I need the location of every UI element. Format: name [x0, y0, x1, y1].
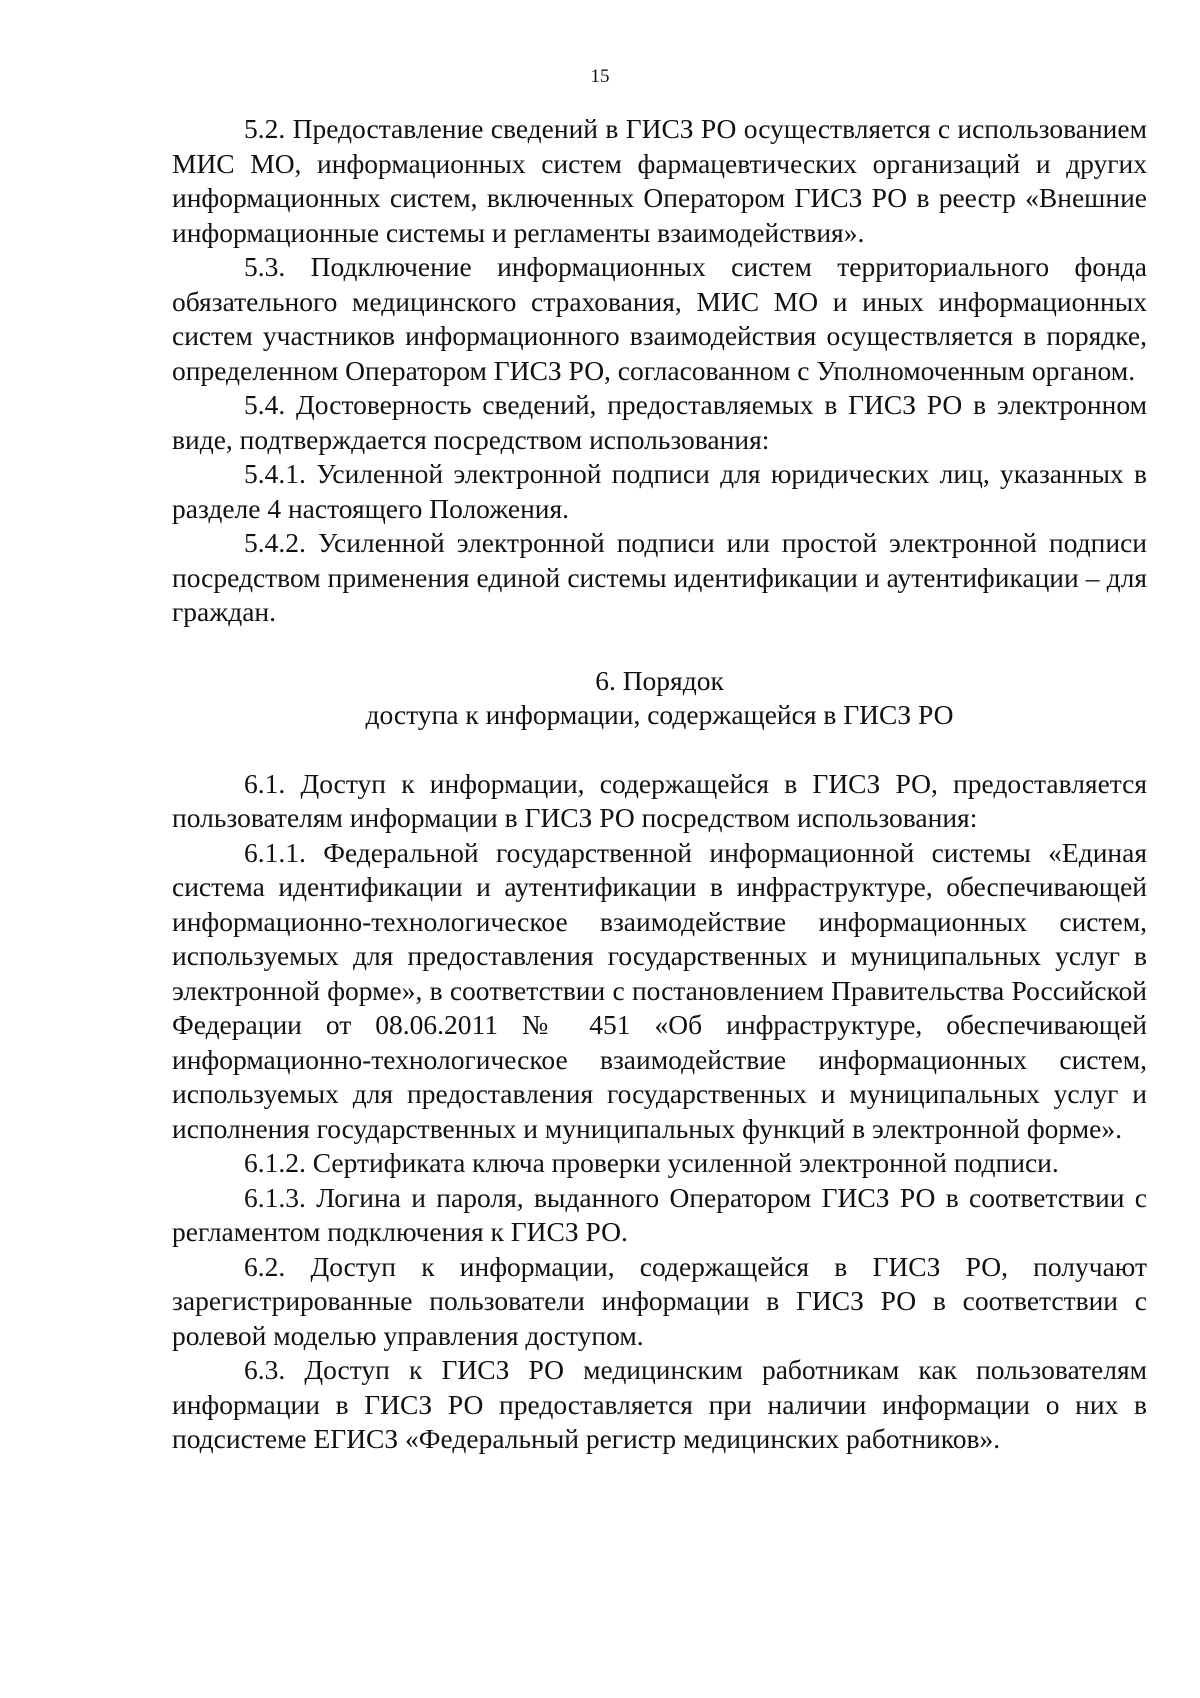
paragraph-6-1-3: 6.1.3. Логина и пароля, выданного Оператором ГИСЗ РО в соответствии с регламентом подключения к ГИСЗ РО. [172, 1181, 1147, 1247]
paragraph-5-4-2: 5.4.2. Усиленной электронной подписи или простой электронной подписи посредством применения единой системы идентификации и аутентификации – для граждан. [172, 527, 1147, 627]
page-number: 15 [590, 66, 610, 87]
section-6-heading [172, 664, 1147, 733]
paragraph-5-2: 5.2. Предоставление сведений в ГИСЗ РО осуществляется с использованием МИС МО, информационных систем фармацевтических организаций и других информационных систем, включенных Оператором ГИСЗ РО в реестр «Внешние информационные системы и регламенты взаимодействия». [172, 113, 1147, 248]
paragraph-6-1: 6.1. Доступ к информации, содержащейся в ГИСЗ РО, предоставляется пользователям информации в ГИСЗ РО посредством использования: [172, 767, 1147, 833]
paragraph-5-4: 5.4. Достоверность сведений, предоставляемых в ГИСЗ РО в электронном виде, подтверждается посредством использования: [172, 389, 1147, 455]
paragraph-5-3: 5.3. Подключение информационных систем территориального фонда обязательного медицинского страхования, МИС МО и иных информационных систем участников информационного взаимодействия осуществляется в порядке, определенном Оператором ГИСЗ РО, согласованном с Уполномоченным органом. [172, 251, 1147, 386]
section-6-heading-number: 6. Порядок [595, 664, 724, 696]
section-6-heading-title: доступа к информации, содержащейся в ГИСЗ РО [365, 699, 954, 730]
document-body [172, 112, 1147, 1457]
paragraph-6-3: 6.3. Доступ к ГИСЗ РО медицинским работникам как пользователям информации в ГИСЗ РО предоставляется при наличии информации о них в подсистеме ЕГИСЗ «Федеральный регистр медицинских работников». [172, 1354, 1147, 1454]
paragraph-5-4-1: 5.4.1. Усиленной электронной подписи для юридических лиц, указанных в разделе 4 настоящего Положения. [172, 458, 1147, 524]
paragraph-6-1-1: 6.1.1. Федеральной государственной информационной системы «Единая система идентификации и аутентификации в инфраструктуре, обеспечивающей информационно-технологическое взаимодействие информационных систем, используемых для предоставления государственных и муниципальных услуг в электронной форме», в соответствии с постановлением Правительства Российской Федерации от 08.06.2011 № 451 «Об инфраструктуре, обеспечивающей информационно-технологическое взаимодействие информационных систем, используемых для предоставления государственных и муниципальных услуг и исполнения государственных и муниципальных функций в электронной форме». [172, 836, 1147, 1144]
paragraph-6-2: 6.2. Доступ к информации, содержащейся в ГИСЗ РО, получают зарегистрированные пользователи информации в ГИСЗ РО в соответствии с ролевой моделью управления доступом. [172, 1250, 1147, 1351]
paragraph-6-1-2: 6.1.2. Сертификата ключа проверки усиленной электронной подписи. [244, 1147, 1059, 1178]
